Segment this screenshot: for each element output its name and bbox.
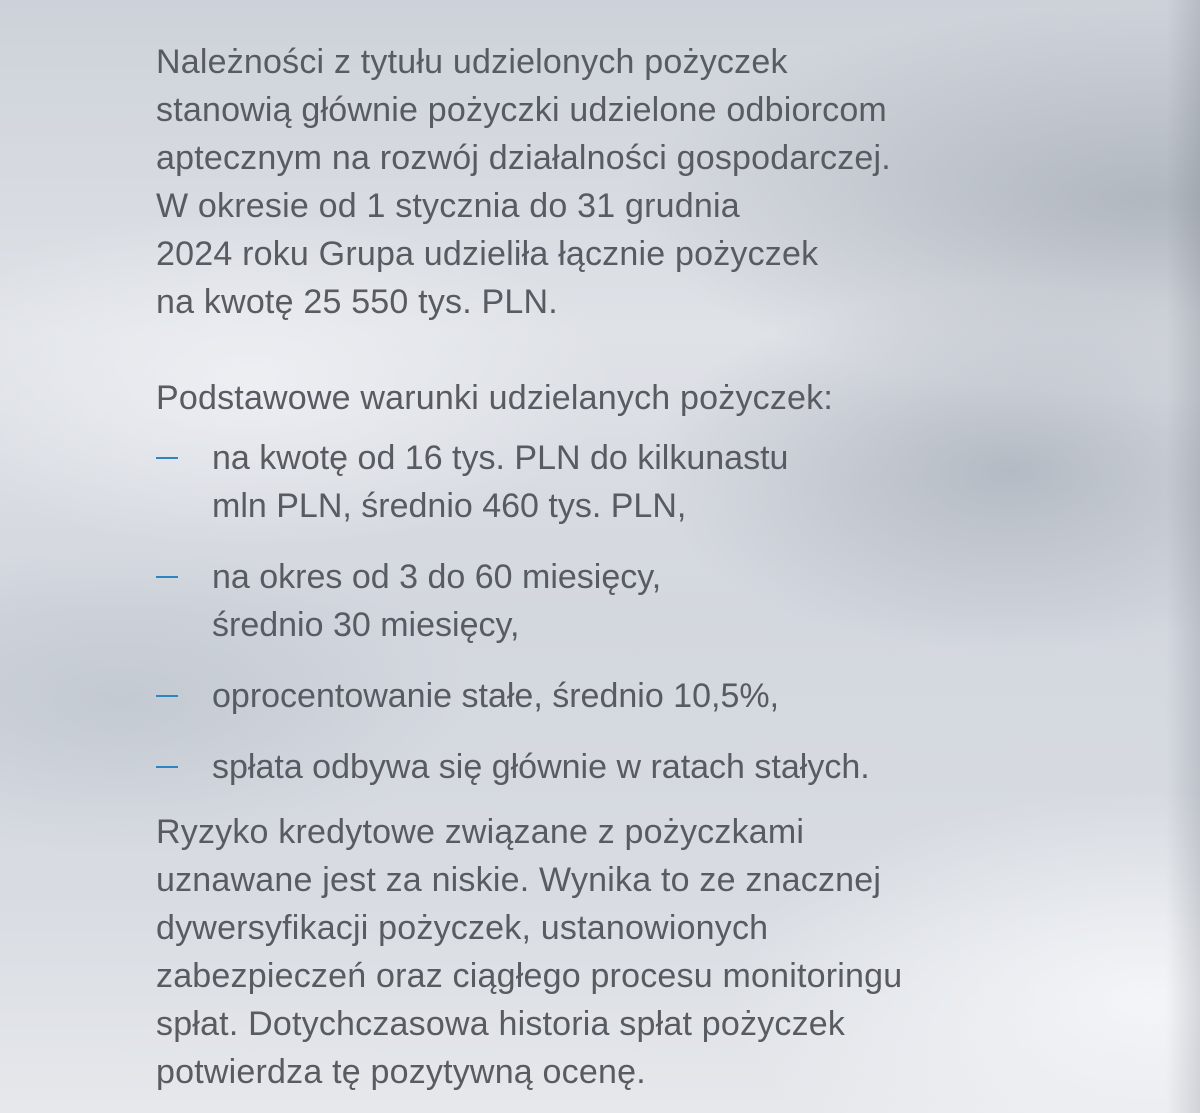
paragraph-spacer <box>156 326 1166 374</box>
dash-bullet-icon <box>156 766 178 768</box>
dash-bullet-icon <box>156 695 178 697</box>
list-item <box>156 743 1166 791</box>
credit-risk-paragraph <box>156 808 1166 1096</box>
text-line: 2024 roku Grupa udzieliła łącznie pożyczek <box>156 235 819 273</box>
conditions-heading <box>156 374 1166 422</box>
dash-bullet-icon <box>156 457 178 459</box>
text-line: na okres od 3 do 60 miesięcy, <box>212 558 662 596</box>
text-line: na kwotę od 16 tys. PLN do kilkunastu <box>212 439 789 477</box>
text-line: mln PLN, średnio 460 tys. PLN, <box>212 487 687 525</box>
text-line: zabezpieczeń oraz ciągłego procesu monitoringu <box>156 957 903 995</box>
text-line: stanowią głównie pożyczki udzielone odbiorcom <box>156 91 887 129</box>
list-item <box>156 434 1166 530</box>
text-line: Ryzyko kredytowe związane z pożyczkami <box>156 813 805 851</box>
text-line: na kwotę 25 550 tys. PLN. <box>156 283 558 321</box>
document-body <box>156 38 1166 1096</box>
text-line: średnio 30 miesięcy, <box>212 606 520 644</box>
text-line: W okresie od 1 stycznia do 31 grudnia <box>156 187 740 225</box>
dash-bullet-icon <box>156 576 178 578</box>
window-edge-shadow <box>1166 0 1200 1113</box>
loans-receivable-paragraph <box>156 38 1166 326</box>
list-item <box>156 672 1166 720</box>
text-line: dywersyfikacji pożyczek, ustanowionych <box>156 909 769 947</box>
text-line: spłat. Dotychczasowa historia spłat pożyczek <box>156 1005 846 1043</box>
text-line: oprocentowanie stałe, średnio 10,5%, <box>212 677 780 715</box>
text-line: uznawane jest za niskie. Wynika to ze znacznej <box>156 861 882 899</box>
text-line: potwierdza tę pozytywną ocenę. <box>156 1053 646 1091</box>
text-line: spłata odbywa się głównie w ratach stałych. <box>212 748 870 786</box>
text-line: Należności z tytułu udzielonych pożyczek <box>156 43 788 81</box>
conditions-list <box>156 434 1166 791</box>
text-line: Podstawowe warunki udzielanych pożyczek: <box>156 379 834 417</box>
list-item <box>156 553 1166 649</box>
text-line: aptecznym na rozwój działalności gospodarczej. <box>156 139 891 177</box>
